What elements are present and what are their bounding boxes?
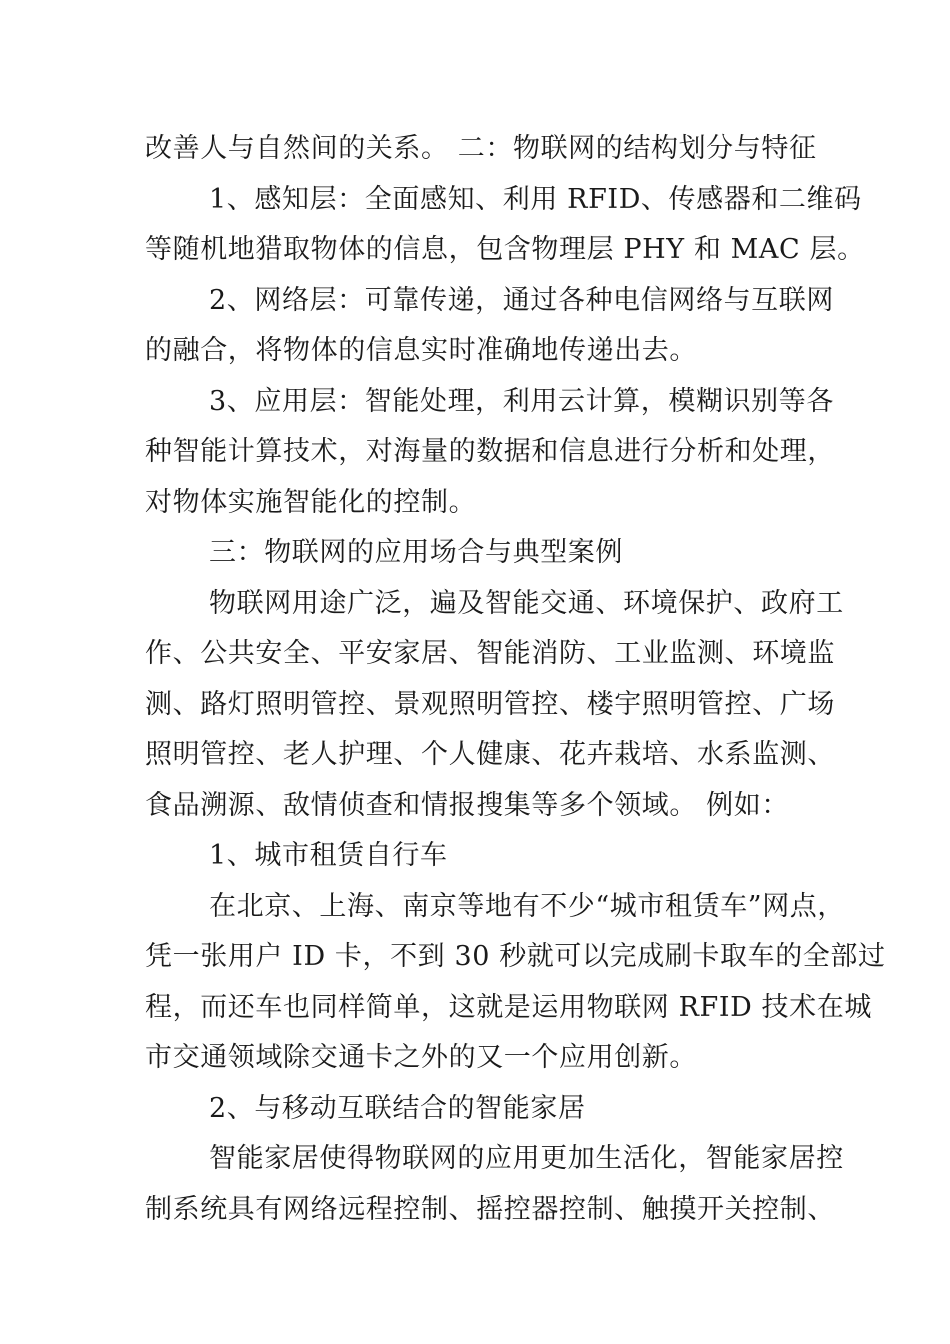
subsection-heading: 2、与移动互联结合的智能家居 <box>209 1092 586 1124</box>
text-line: 市交通领域除交通卡之外的又一个应用创新。 <box>145 1042 697 1073</box>
text-line: 对物体实施智能化的控制。 <box>145 486 477 518</box>
text-line: 的融合，将物体的信息实时准确地传递出去。 <box>145 335 697 366</box>
subsection-heading: 1、城市租赁自行车 <box>209 840 448 871</box>
text-line: 制系统具有网络远程控制、摇控器控制、触摸开关控制、 <box>145 1193 835 1225</box>
text-line: 程，而还车也同样简单，这就是运用物联网 RFID 技术在城 <box>145 991 872 1023</box>
text-line: 照明管控、老人护理、个人健康、花卉栽培、水系监测、 <box>145 739 835 770</box>
text-line: 在北京、上海、南京等地有不少“城市租赁车”网点， <box>209 890 846 922</box>
text-line: 改善人与自然间的关系。 二：物联网的结构划分与特征 <box>145 133 817 164</box>
text-line: 等随机地猎取物体的信息，包含物理层 PHY 和 MAC 层。 <box>145 234 865 265</box>
document-body <box>145 124 886 1235</box>
text-line: 3、应用层：智能处理，利用云计算，模糊识别等各 <box>209 385 834 417</box>
text-line: 智能家居使得物联网的应用更加生活化，智能家居控 <box>209 1143 844 1174</box>
text-line: 凭一张用户 ID 卡，不到 30 秒就可以完成刷卡取车的全部过 <box>145 941 886 972</box>
text-line: 种智能计算技术，对海量的数据和信息进行分析和处理， <box>145 436 835 467</box>
text-line: 1、感知层：全面感知、利用 RFID、传感器和二维码 <box>209 183 862 215</box>
section-heading: 三：物联网的应用场合与典型案例 <box>209 537 623 568</box>
text-line: 2、网络层：可靠传递，通过各种电信网络与互联网 <box>209 284 834 316</box>
text-line: 作、公共安全、平安家居、智能消防、工业监测、环境监 <box>145 638 835 669</box>
text-line: 物联网用途广泛，遍及智能交通、环境保护、政府工 <box>209 587 844 619</box>
text-line: 测、路灯照明管控、景观照明管控、楼宇照明管控、广场 <box>145 688 835 720</box>
text-line: 食品溯源、敌情侦查和情报搜集等多个领域。 例如： <box>145 789 789 821</box>
